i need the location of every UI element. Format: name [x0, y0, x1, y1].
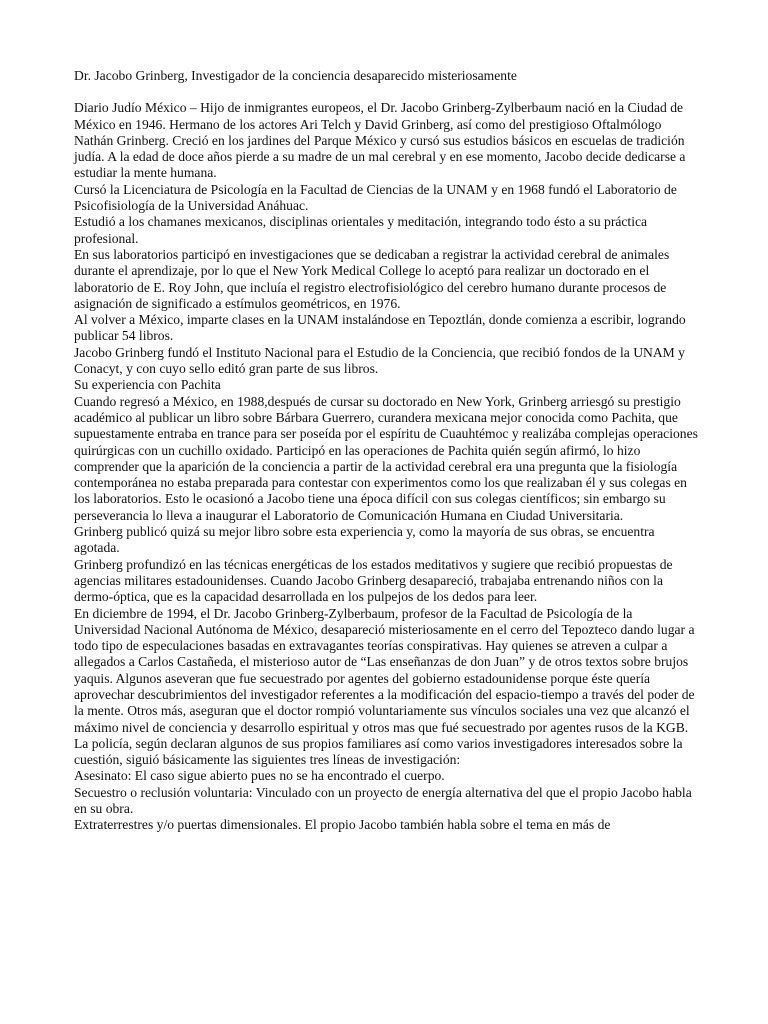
paragraph-shamans: Estudió a los chamanes mexicanos, disciplinas orientales y meditación, integrando todo ésto a su práctica profesional.: [74, 214, 648, 246]
paragraph-pachita: Cuando regresó a México, en 1988,después de cursar su doctorado en New York, Grinberg arriesgó su prestigio académico al publicar un libro sobre Bárbara Guerrero, curandera mexicana mejor conocida como Pachita, que supuestamente entraba en trance para ser poseída por el espíritu de Cuauhtémoc y realizába complejas operaciones quirúrgicas con un cuchillo oxidado. Participó en las operaciones de Pachita quién según afirmó, lo hizo comprender que la aparición de la conciencia a partir de la actividad cerebral era una pregunta que la fisiología contemporánea no estaba preparada para contestar con experimentos como los que realizaban él y sus colegas en los laboratorios. Esto le ocasionó a Jacobo tiene una época difícil con sus colegas científicos; sin embargo su perseverancia lo lleva a inaugurar el Laboratorio de Comunicación Humana en Ciudad Universitaria.: [74, 393, 698, 523]
section-heading-pachita: Su experiencia con Pachita: [74, 377, 221, 393]
paragraph-police: La policía, según declaran algunos de sus propios familiares así como varios investigadores interesados sobre la cuestión, siguió básicamente las siguientes tres líneas de investigación:: [74, 735, 683, 768]
document-title: Dr. Jacobo Grinberg, Investigador de la conciencia desaparecido misteriosamente: [74, 68, 517, 83]
paragraph-return: Al volver a México, imparte clases en la UNAM instalándose en Tepoztlán, donde comienza a escribir, logrando publicar 54 libros.: [74, 312, 686, 344]
document-page: [74, 68, 699, 834]
paragraph-studies: Cursó la Licenciatura de Psicología en la Facultad de Ciencias de la UNAM y en 1968 fundó el Laboratorio de Psicofisiología de la Universidad Anáhuac.: [74, 181, 677, 214]
paragraph-best-book: Grinberg publicó quizá su mejor libro sobre esta experiencia y, como la mayoría de sus obras, se encuentra agotada.: [74, 524, 655, 556]
paragraph-disappearance: En diciembre de 1994, el Dr. Jacobo Grinberg-Zylberbaum, profesor de la Facultad de Psicología de la Universidad Nacional Autónoma de México, desapareció misteriosamente en el cerro del Tepozteco dando lugar a todo tipo de especulaciones basadas en extravagantes teorías conspirativas. Hay quienes se atreven a culpar a allegados a Carlos Castañeda, el misterioso autor de “Las enseñanzas de don Juan” y de otros textos sobre brujos yaquis. Algunos aseveran que fue secuestrado por agentes del gobierno estadounidense porque éste quería aprovechar descubrimientos del investigador referentes a la modificación del espacio-tiempo a través del poder de la mente. Otros más, aseguran que el doctor rompió voluntariamente sus vínculos sociales una vez que alcanzó el máximo nivel de conciencia y desarrollo espiritual y otros mas que fué secuestrado por agentes rusos de la KGB.: [74, 605, 695, 735]
list-item-extraterrestrials: Extraterrestres y/o puertas dimensionales. El propio Jacobo también habla sobre el tema en más de: [74, 817, 611, 833]
list-item-kidnapping: Secuestro o reclusión voluntaria: Vinculado con un proyecto de energía alternativa del que el propio Jacobo habla en su obra.: [74, 784, 692, 817]
list-item-murder: Asesinato: El caso sigue abierto pues no se ha encontrado el cuerpo.: [74, 768, 445, 784]
paragraph-intro: Diario Judío México – Hijo de inmigrantes europeos, el Dr. Jacobo Grinberg-Zylberbaum nació en la Ciudad de México en 1946. Hermano de los actores Ari Telch y David Grinberg, así como del prestigioso Oftalmólogo Nathán Grinberg. Creció en los jardines del Parque México y cursó sus estudios básicos en escuelas de tradición judía. A la edad de doce años pierde a su madre de un mal cerebral y en ese momento, Jacobo decide dedicarse a estudiar la mente humana.: [74, 100, 686, 181]
paragraph-laboratories: En sus laboratorios participó en investigaciones que se dedicaban a registrar la actividad cerebral de animales durante el aprendizaje, por lo que el New York Medical College lo aceptó para realizar un doctorado en el laboratorio de E. Roy John, que incluía el registro electrofisiológico del cerebro humano durante procesos de asignación de significado a estímulos geométricos, en 1976.: [74, 246, 670, 311]
paragraph-meditative: Grinberg profundizó en las técnicas energéticas de los estados meditativos y sugiere que recibió propuestas de agencias militares estadounidenses. Cuando Jacobo Grinberg desapareció, trabajaba entrenando niños con la dermo-óptica, que es la capacidad desarrollada en los pulpejos de los dedos para leer.: [74, 556, 673, 605]
paragraph-institute: Jacobo Grinberg fundó el Instituto Nacional para el Estudio de la Conciencia, que recibió fondos de la UNAM y Conacyt, y con cuyo sello editó gran parte de sus libros.: [74, 344, 685, 377]
